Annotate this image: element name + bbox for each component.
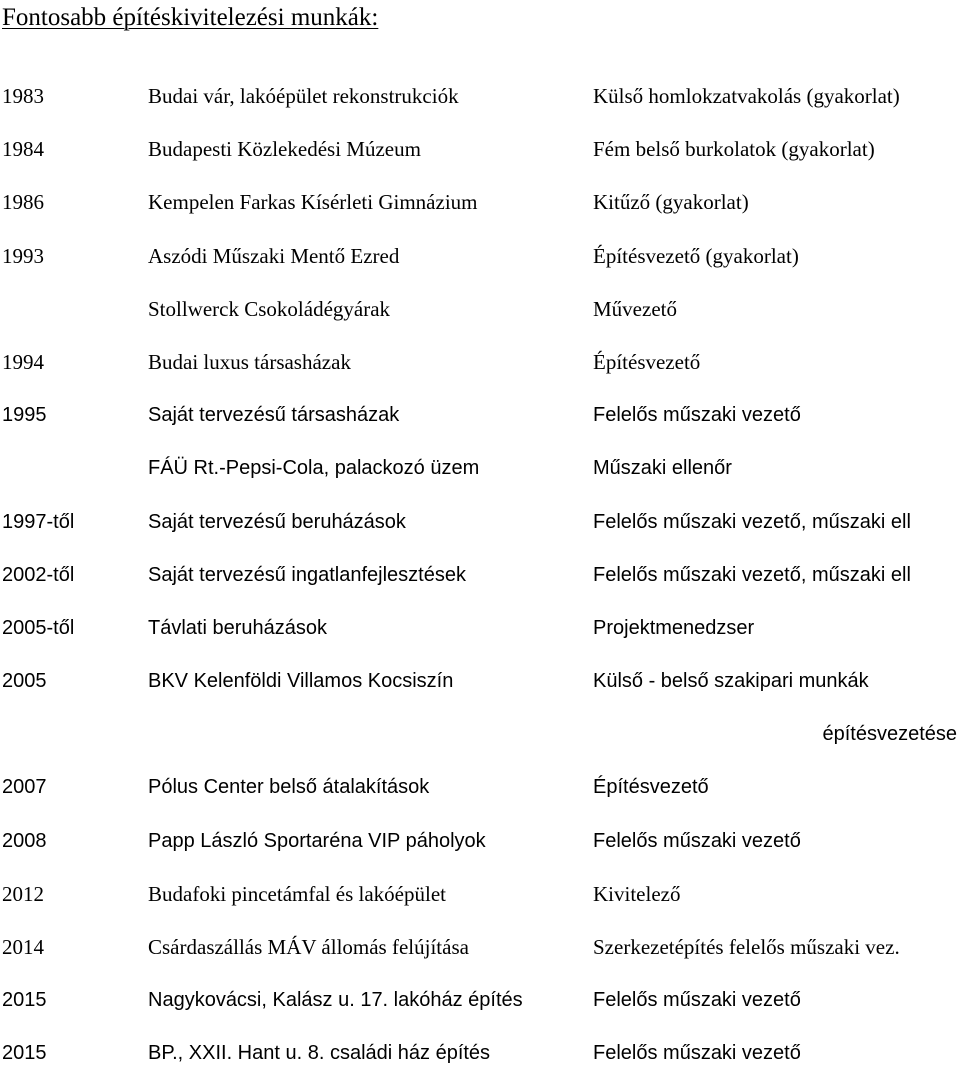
entry-project: Távlati beruházások	[148, 616, 327, 639]
entry-project: Papp László Sportaréna VIP páholyok	[148, 829, 486, 852]
entry-role: Külső - belső szakipari munkák	[593, 670, 869, 693]
entry-role: Építésvezető	[593, 776, 709, 799]
entry-year: 1995	[2, 404, 47, 427]
entry-role: Építésvezető (gyakorlat)	[593, 243, 799, 268]
entry-role: Felelős műszaki vezető, műszaki ell	[593, 563, 911, 586]
entry-year: 1993	[2, 243, 44, 268]
entry-role: Szerkezetépítés felelős műszaki vez.	[593, 935, 900, 959]
entry-year: 2012	[2, 881, 44, 906]
entry-role: Külső homlokzatvakolás (gyakorlat)	[593, 84, 900, 108]
entry-role: Művezető	[593, 296, 677, 321]
list-item	[0, 655, 960, 708]
entry-project: Budafoki pincetámfal és lakóépület	[148, 881, 446, 906]
entry-project: Saját tervezésű beruházások	[148, 510, 406, 533]
entry-project: Nagykovácsi, Kalász u. 17. lakóház építés	[148, 989, 523, 1012]
entry-role-continuation: építésvezetése	[822, 723, 957, 746]
list-item	[0, 549, 960, 602]
entry-role: Műszaki ellenőr	[593, 457, 732, 480]
list-item	[0, 442, 960, 495]
entry-role: Fém belső burkolatok (gyakorlat)	[593, 137, 875, 162]
entry-role: Felelős műszaki vezető	[593, 404, 801, 427]
list-item	[0, 602, 960, 655]
list-item-continuation	[0, 708, 960, 761]
entry-year: 2015	[2, 1042, 47, 1065]
entry-project: Budapesti Közlekedési Múzeum	[148, 137, 421, 162]
list-item	[0, 336, 960, 389]
entry-role: Felelős műszaki vezető	[593, 989, 801, 1012]
entry-year: 1997-től	[2, 510, 75, 533]
entry-role: Felelős műszaki vezető	[593, 1042, 801, 1065]
entry-year: 1986	[2, 190, 44, 215]
entry-year: 2015	[2, 989, 47, 1012]
entry-role: Kivitelező	[593, 881, 681, 906]
list-item	[0, 496, 960, 549]
list-item	[0, 815, 960, 868]
entry-year: 2007	[2, 776, 47, 799]
list-item	[0, 868, 960, 921]
entry-project: Budai luxus társasházak	[148, 349, 351, 374]
entry-role: Felelős műszaki vezető	[593, 829, 801, 852]
page-title: Fontosabb építéskivitelezési munkák:	[2, 4, 379, 31]
list-item	[0, 70, 960, 123]
list-item	[0, 176, 960, 229]
entry-project: BP., XXII. Hant u. 8. családi ház építés	[148, 1042, 491, 1065]
entry-project: Stollwerck Csokoládégyárak	[148, 296, 391, 321]
entry-role: Építésvezető	[593, 349, 701, 374]
list-item	[0, 389, 960, 442]
entry-project: FÁÜ Rt.-Pepsi-Cola, palackozó üzem	[148, 457, 480, 480]
works-list	[0, 70, 960, 1081]
entry-year: 2005	[2, 670, 47, 693]
list-item	[0, 230, 960, 283]
list-item	[0, 761, 960, 814]
list-item	[0, 123, 960, 176]
entry-year: 2005-től	[2, 616, 75, 639]
list-item	[0, 1027, 960, 1080]
entry-project: Budai vár, lakóépület rekonstrukciók	[148, 84, 459, 108]
entry-project: Kempelen Farkas Kísérleti Gimnázium	[148, 190, 478, 215]
entry-project: BKV Kelenföldi Villamos Kocsiszín	[148, 670, 454, 693]
entry-year: 1984	[2, 137, 44, 162]
entry-role: Kitűző (gyakorlat)	[593, 190, 749, 215]
list-item	[0, 974, 960, 1027]
entry-year: 2008	[2, 829, 47, 852]
entry-project: Saját tervezésű ingatlanfejlesztések	[148, 563, 466, 586]
entry-year: 1994	[2, 349, 44, 374]
entry-year: 1983	[2, 84, 44, 108]
entry-project: Pólus Center belső átalakítások	[148, 776, 430, 799]
entry-project: Saját tervezésű társasházak	[148, 404, 400, 427]
entry-project: Aszódi Műszaki Mentő Ezred	[148, 243, 400, 268]
list-item	[0, 283, 960, 336]
entry-year: 2014	[2, 935, 44, 959]
list-item	[0, 921, 960, 974]
entry-project: Csárdaszállás MÁV állomás felújítása	[148, 935, 469, 959]
entry-year: 2002-től	[2, 563, 75, 586]
entry-role: Felelős műszaki vezető, műszaki ell	[593, 510, 911, 533]
entry-role: Projektmenedzser	[593, 616, 755, 639]
